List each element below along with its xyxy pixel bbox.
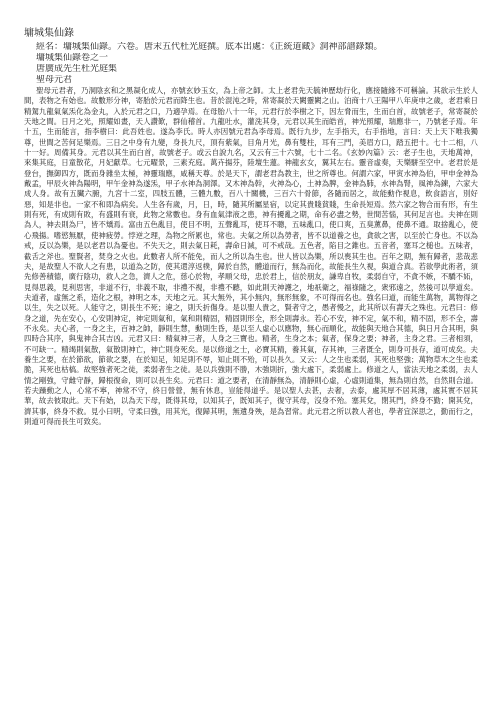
- author-line: 唐廣成先生杜光庭集: [36, 64, 118, 74]
- chapter-heading: 聖母元君: [36, 75, 73, 85]
- document-title: 墉城集仙錄: [24, 28, 74, 39]
- scripture-metadata: 經名：墉城集仙錄。六卷。唐末五代杜光庭撰。底本出處：《正統道藏》洞神部譜錄類。: [36, 42, 383, 52]
- book-title: 墉城集仙錄卷之一: [36, 53, 109, 63]
- body-text: 聖母元君者，乃洞陰玄和之黑凝化成人，亦號玄妙玉女，為上帝之師。太上老君先天毓神歷劫行化，應接隨緣不可稱論。其欲示生於人間，表物之有始也。故數形分神，寄胎於元君而降生也。昔於混沌之時，常寄凝於天闕靈闕之山。泊商十八王陽甲八年庚申之歲，老君乘日精駕九龍氣氣炁化為金丸，入於元君之口，乃適孕焉。在母胎八十一年，元君行於李樹之下，因左脅而生，生而白首，故號老子，常寄凝於天地之間。日月之光，照耀如晝，天人讚歎，群仙稽首。九龍吐水，灌洗其身，元君以其生而皓首，神光照耀，瑞應非一，乃號老子焉。年十五，生而能言，指李樹曰：此吾姓也。遂為李氏。時人亦因號元君為李母焉。既行九步，左手指天，右手指地，言曰：天上天下唯我獨尊，世間之苦何足樂焉。三日之中身有九變，身長九尺，頂有紫氣，目角月光，鼻有雙柱，耳有三門，美眉方口，踏五把十。七十二相，八十一好。周備其身。元君以其生而白首，故號老子。或云自說九名，又云有三十六號，七十二名。《玄妙內篇》云：老子生也，天地萬神，來集其庭，日童散花，月妃獻草。七元曜景，三素充庭。萬卉揚芬，陸壇生蓮。神龍玄女，翼其左右。靈音虛奏，天樂駢至空中。老君於是登台，撫御四方，既而身雜坐太極，神靈瑞應，咸稱天尊。於是天下，謂老君為教主，世之所尊也。何謂六家，甲寅水神為伯，甲申金神為戴孟，甲辰火神為陽明，甲午金神為遂炁，甲子水神為洞澤。又木神為幹，火神為心，土神為脾，金神為肺，水神為腎，風神為鍊，六家大成人身。故有五臟六腑，九宮十二室，四肢五體，三體九數，百八十關機，三百六十骨節，各隨而居之，故能動作視息，飲食語言，別好惡，知是非也。一家不和即為病矣。人生各有歲，月，日，時，隨其所屬星宿，以定其貴賤貧賤，生命長短焉。然六家之物合而有形，有生則有死，有成則有敗，有盛則有衰，此物之常數也。身有血氣津液之患，神有擾亂之期，命有必盡之勢，世間苦惱，其何足言也。夫神在則為人，神去則為尸，皆不矯焉。富由五色亂目，使目不明，五聲亂耳，使耳不聰，五味亂口，使口爽，五臭薰鼻，使鼻不通。取捨亂心，使心飛揚。嗜慾無厭，使神疲勞。悖逆之理，為物之所累也，常也。夫氣之所以為勞者，皆不以道養之也，貪欲之害，以至於亡身也。不以為戒，反以為樂，是以老君以為憂也。不失天之，則去氣日耗，壽命日減，可不戒哉。五色者，陷目之錐也。五音者，塞耳之槌也。五味者，截舌之斧也。聖賢者，焚身之火也。此數者人所不能免，而人之所以為生也。世人皆以為樂，所以喪其生也。百年之期，無有歸者，悲哉悲夫，是故聖人不欲人之有患，以道為之防，使其還淳返樸，歸於自然，體道而行，無為而化，故能長生久視，與道合真。若欲學此術者，須先修善積德，廣行陰功，救人之急，濟人之危，慈心於物，孝順父母，忠於君上，信於朋友，謙卑自牧，柔弱自守，不貪不嫉，不驕不妬，見得思義，見利思害，非道不行，非義不取，非禮不視，非禮不聽，如此則天神護之，地祇衛之，福祿隨之，衆邪遠之，然後可以學道矣。夫道者，虛無之系，造化之根，神明之本，天地之元。其大無外，其小無內，無形無象，不可得而名也。強名曰道，而能生萬物，萬物得之以生，失之以死。人能守之，則長生不死；違之，則夭折傷身。是以聖人貴之，賢者守之，愚者慢之，此其所以有壽夭之殊也。元君曰：修身之道，先在安心，心安則神定，神定則氣和，氣和則精固，精固則形全，形全則壽永。若心不安，神不定，氣不和，精不固，形不全，壽不永矣。夫心者，一身之主，百神之帥，靜則生慧，動則生昏，是以至人虛心以應物，無心而順化，故能與天地合其德，與日月合其明，與四時合其序，與鬼神合其吉凶。元君又曰：精氣神三者，人身之三寶也。精者，生身之本；氣者，保身之要；神者，主身之君。三者相須，不可缺一。精竭則氣散，氣散則神亡，神亡則身死矣。是以修道之士，必寶其精，養其氣，存其神，三者既全，則身可長存，道可成矣。夫養生之要，在於節欲，節欲之要，在於知足，知足則不辱，知止則不殆，可以長久。又云：人之生也柔弱，其死也堅強；萬物草木之生也柔脆，其死也枯槁。故堅強者死之徒，柔弱者生之徒。是以兵強則不勝，木強則折，強大處下，柔弱處上。修道之人，當法天地之柔弱，去人情之剛強，守雌守靜，歸根復命，則可以長生矣。元君曰：道之要者，在清靜無為，清靜則心虛，心虛則道集，無為則自然，自然則合道。若夫躁動之人，心常不寧，神常不守，終日營營，無有休息，豈能得道乎。是以聖人去甚，去奢，去泰，處其厚不居其薄，處其實不居其華，故去彼取此。天下有始，以為天下母，既得其母，以知其子，既知其子，復守其母，沒身不殆。塞其兌，閉其門，終身不勤；開其兌，濟其事，終身不救。見小曰明，守柔曰強，用其光，復歸其明，無遺身殃，是為習常。此元君之所以教人者也，學者宜深思之，勤而行之，則道可得而長生可致矣。: [24, 86, 478, 426]
